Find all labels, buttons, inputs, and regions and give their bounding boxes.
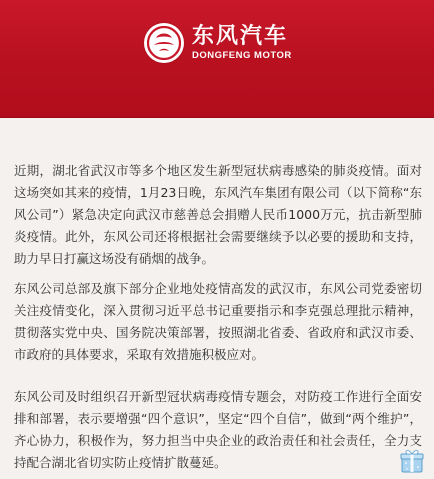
- brand-name-chinese: 东风汽车: [192, 24, 289, 49]
- gift-box-icon[interactable]: [398, 446, 426, 474]
- brand-name-english: DONGFENG MOTOR: [192, 50, 292, 61]
- header-banner: [0, 0, 434, 118]
- dongfeng-emblem-icon: [144, 23, 184, 63]
- brand-logo: [144, 19, 292, 67]
- article-paragraph-3: 东风公司及时组织召开新型冠状病毒疫情专题会，对防疫工作进行全面安排和部署，表示要增强“四个意识”，坚定“四个自信”，做到“两个维护”，齐心协力，积极作为，努力担当中央企业的政治责任和社会责任，全力支持配合湖北省切实防止疫情扩散蔓延。: [14, 388, 422, 470]
- article-paragraph-2: 东风公司总部及旗下部分企业地处疫情高发的武汉市，东风公司党委密切关注疫情变化，深入贯彻习近平总书记重要指示和李克强总理批示精神，贯彻落实党中央、国务院决策部署，按照湖北省委、省政府和武汉市委、市政府的具体要求，采取有效措施积极应对。: [14, 280, 422, 362]
- article-paragraph-1: 近期，湖北省武汉市等多个地区发生新型冠状病毒感染的肺炎疫情。面对这场突如其来的疫情，1月23日晚，东风汽车集团有限公司（以下简称“东风公司”）紧急决定向武汉市慈善总会捐赠人民币1000万元，抗击新型肺炎疫情。此外，东风公司还将根据社会需要继续予以必要的援助和支持，助力早日打赢这场没有硝烟的战争。: [14, 162, 422, 266]
- article-body: [0, 118, 434, 479]
